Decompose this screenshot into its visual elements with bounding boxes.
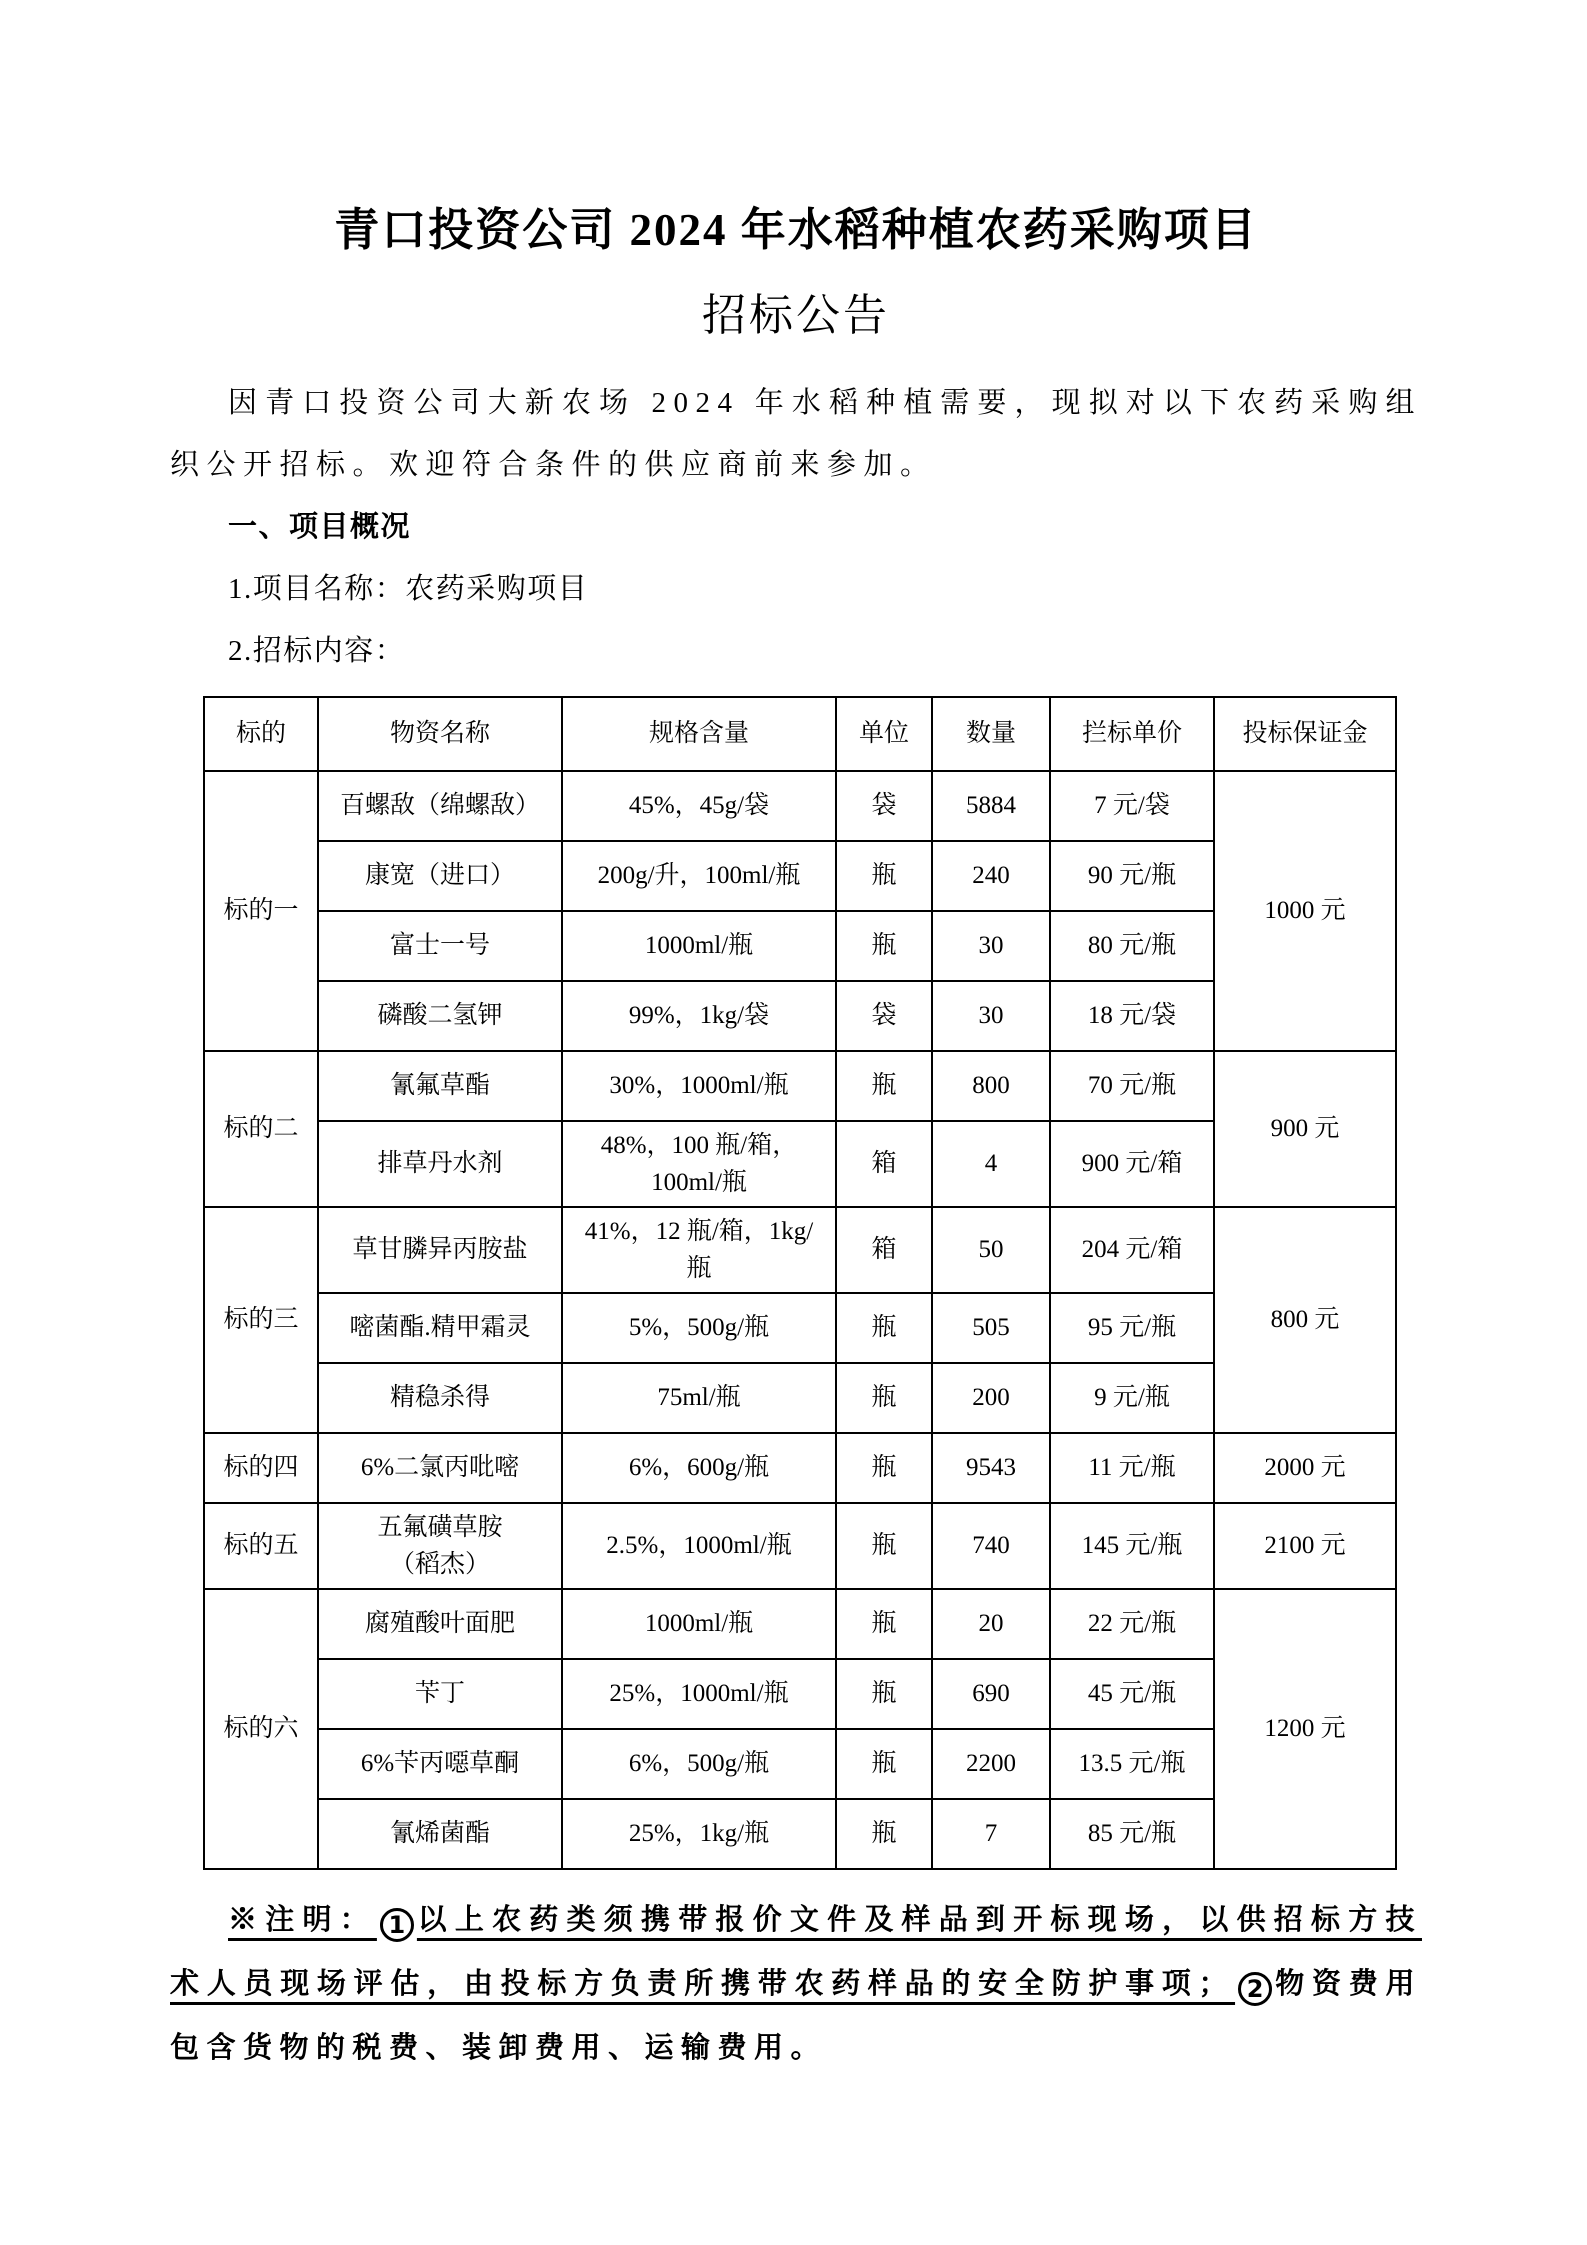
procurement-table <box>203 696 1397 1870</box>
table-row <box>204 1207 1396 1293</box>
deposit-cell: 800 元 <box>1214 1207 1396 1433</box>
table-row <box>204 771 1396 841</box>
header-cap-price: 拦标单价 <box>1050 697 1214 771</box>
unit-cell: 瓶 <box>836 1363 932 1433</box>
group-label-cell: 标的五 <box>204 1503 318 1589</box>
table-header-row <box>204 697 1396 771</box>
price-cell: 9 元/瓶 <box>1050 1363 1214 1433</box>
unit-cell: 瓶 <box>836 911 932 981</box>
note-item2-text: 物资费用包含货物的税费、装卸费用、运输费用。 <box>170 1968 1422 2064</box>
deposit-cell: 2000 元 <box>1214 1433 1396 1503</box>
spec-cell: 30%，1000ml/瓶 <box>562 1051 836 1121</box>
unit-cell: 袋 <box>836 771 932 841</box>
spec-cell: 5%，500g/瓶 <box>562 1293 836 1363</box>
qty-cell: 5884 <box>932 771 1050 841</box>
qty-cell: 9543 <box>932 1433 1050 1503</box>
deposit-cell: 1200 元 <box>1214 1589 1396 1869</box>
price-cell: 7 元/袋 <box>1050 771 1214 841</box>
spec-cell: 200g/升，100ml/瓶 <box>562 841 836 911</box>
deposit-cell: 1000 元 <box>1214 771 1396 1051</box>
qty-cell: 2200 <box>932 1729 1050 1799</box>
qty-cell: 50 <box>932 1207 1050 1293</box>
material-name-cell: 磷酸二氢钾 <box>318 981 562 1051</box>
unit-cell: 瓶 <box>836 1051 932 1121</box>
price-cell: 900 元/箱 <box>1050 1121 1214 1207</box>
unit-cell: 瓶 <box>836 1589 932 1659</box>
header-spec: 规格含量 <box>562 697 836 771</box>
qty-cell: 740 <box>932 1503 1050 1589</box>
qty-cell: 4 <box>932 1121 1050 1207</box>
deposit-cell: 2100 元 <box>1214 1503 1396 1589</box>
material-name-cell: 6%二氯丙吡嘧 <box>318 1433 562 1503</box>
circled-1-icon: 1 <box>380 1908 414 1942</box>
unit-cell: 瓶 <box>836 1799 932 1869</box>
price-cell: 145 元/瓶 <box>1050 1503 1214 1589</box>
spec-cell: 99%，1kg/袋 <box>562 981 836 1051</box>
project-name-line: 1.项目名称：农药采购项目 <box>228 573 589 605</box>
material-name-cell: 排草丹水剂 <box>318 1121 562 1207</box>
group-label-cell: 标的四 <box>204 1433 318 1503</box>
price-cell: 90 元/瓶 <box>1050 841 1214 911</box>
price-cell: 85 元/瓶 <box>1050 1799 1214 1869</box>
qty-cell: 30 <box>932 981 1050 1051</box>
note-item1-text: 以上农药类须携带报价文件及样品到开标现场，以供招标方技术人员现场评估，由投标方负责所携带农药样品的安全防护事项； <box>170 1904 1422 2000</box>
header-quantity: 数量 <box>932 697 1050 771</box>
price-cell: 22 元/瓶 <box>1050 1589 1214 1659</box>
material-name-cell: 康宽（进口） <box>318 841 562 911</box>
spec-cell: 41%，12 瓶/箱，1kg/瓶 <box>562 1207 836 1293</box>
header-material-name: 物资名称 <box>318 697 562 771</box>
material-name-cell: 草甘膦异丙胺盐 <box>318 1207 562 1293</box>
material-name-cell: 腐殖酸叶面肥 <box>318 1589 562 1659</box>
group-label-cell: 标的一 <box>204 771 318 1051</box>
table-row <box>204 1589 1396 1659</box>
spec-cell: 75ml/瓶 <box>562 1363 836 1433</box>
header-bid-deposit: 投标保证金 <box>1214 697 1396 771</box>
unit-cell: 箱 <box>836 1121 932 1207</box>
material-name-cell: 百螺敌（绵螺敌） <box>318 771 562 841</box>
header-lot: 标的 <box>204 697 318 771</box>
price-cell: 204 元/箱 <box>1050 1207 1214 1293</box>
price-cell: 45 元/瓶 <box>1050 1659 1214 1729</box>
material-name-cell: 氰氟草酯 <box>318 1051 562 1121</box>
table-row <box>204 1051 1396 1121</box>
qty-cell: 20 <box>932 1589 1050 1659</box>
price-cell: 11 元/瓶 <box>1050 1433 1214 1503</box>
header-unit: 单位 <box>836 697 932 771</box>
spec-cell: 25%，1kg/瓶 <box>562 1799 836 1869</box>
deposit-cell: 900 元 <box>1214 1051 1396 1207</box>
qty-cell: 200 <box>932 1363 1050 1433</box>
table-row <box>204 1433 1396 1503</box>
table-row <box>204 1503 1396 1589</box>
material-name-cell: 精稳杀得 <box>318 1363 562 1433</box>
qty-cell: 690 <box>932 1659 1050 1729</box>
note-paragraph <box>170 1888 1422 2080</box>
qty-cell: 30 <box>932 911 1050 981</box>
unit-cell: 瓶 <box>836 1729 932 1799</box>
group-label-cell: 标的二 <box>204 1051 318 1207</box>
price-cell: 95 元/瓶 <box>1050 1293 1214 1363</box>
material-name-cell: 嘧菌酯.精甲霜灵 <box>318 1293 562 1363</box>
qty-cell: 7 <box>932 1799 1050 1869</box>
document-title-line2: 招标公告 <box>702 291 890 340</box>
document-title-line1: 青口投资公司 2024 年水稻种植农药采购项目 <box>334 205 1258 255</box>
unit-cell: 箱 <box>836 1207 932 1293</box>
unit-cell: 袋 <box>836 981 932 1051</box>
group-label-cell: 标的六 <box>204 1589 318 1869</box>
material-name-cell: 6%苄丙噁草酮 <box>318 1729 562 1799</box>
unit-cell: 瓶 <box>836 841 932 911</box>
group-label-cell: 标的三 <box>204 1207 318 1433</box>
note-prefix: ※注明： <box>228 1904 377 1936</box>
price-cell: 13.5 元/瓶 <box>1050 1729 1214 1799</box>
intro-paragraph: 因青口投资公司大新农场 2024 年水稻种植需要，现拟对以下农药采购组织公开招标。欢迎符合条件的供应商前来参加。 <box>170 387 1422 481</box>
spec-cell: 1000ml/瓶 <box>562 911 836 981</box>
price-cell: 80 元/瓶 <box>1050 911 1214 981</box>
spec-cell: 6%，500g/瓶 <box>562 1729 836 1799</box>
spec-cell: 48%，100 瓶/箱，100ml/瓶 <box>562 1121 836 1207</box>
spec-cell: 6%，600g/瓶 <box>562 1433 836 1503</box>
unit-cell: 瓶 <box>836 1293 932 1363</box>
spec-cell: 1000ml/瓶 <box>562 1589 836 1659</box>
material-name-cell: 五氟磺草胺（稻杰） <box>318 1503 562 1589</box>
material-name-cell: 苄丁 <box>318 1659 562 1729</box>
price-cell: 18 元/袋 <box>1050 981 1214 1051</box>
spec-cell: 2.5%，1000ml/瓶 <box>562 1503 836 1589</box>
qty-cell: 800 <box>932 1051 1050 1121</box>
qty-cell: 505 <box>932 1293 1050 1363</box>
material-name-cell: 富士一号 <box>318 911 562 981</box>
unit-cell: 瓶 <box>836 1503 932 1589</box>
spec-cell: 45%，45g/袋 <box>562 771 836 841</box>
unit-cell: 瓶 <box>836 1433 932 1503</box>
qty-cell: 240 <box>932 841 1050 911</box>
circled-2-icon: 2 <box>1238 1972 1272 2006</box>
material-name-cell: 氰烯菌酯 <box>318 1799 562 1869</box>
unit-cell: 瓶 <box>836 1659 932 1729</box>
spec-cell: 25%，1000ml/瓶 <box>562 1659 836 1729</box>
price-cell: 70 元/瓶 <box>1050 1051 1214 1121</box>
bid-content-line: 2.招标内容： <box>228 635 406 667</box>
section-heading-project-overview: 一、项目概况 <box>228 511 412 543</box>
